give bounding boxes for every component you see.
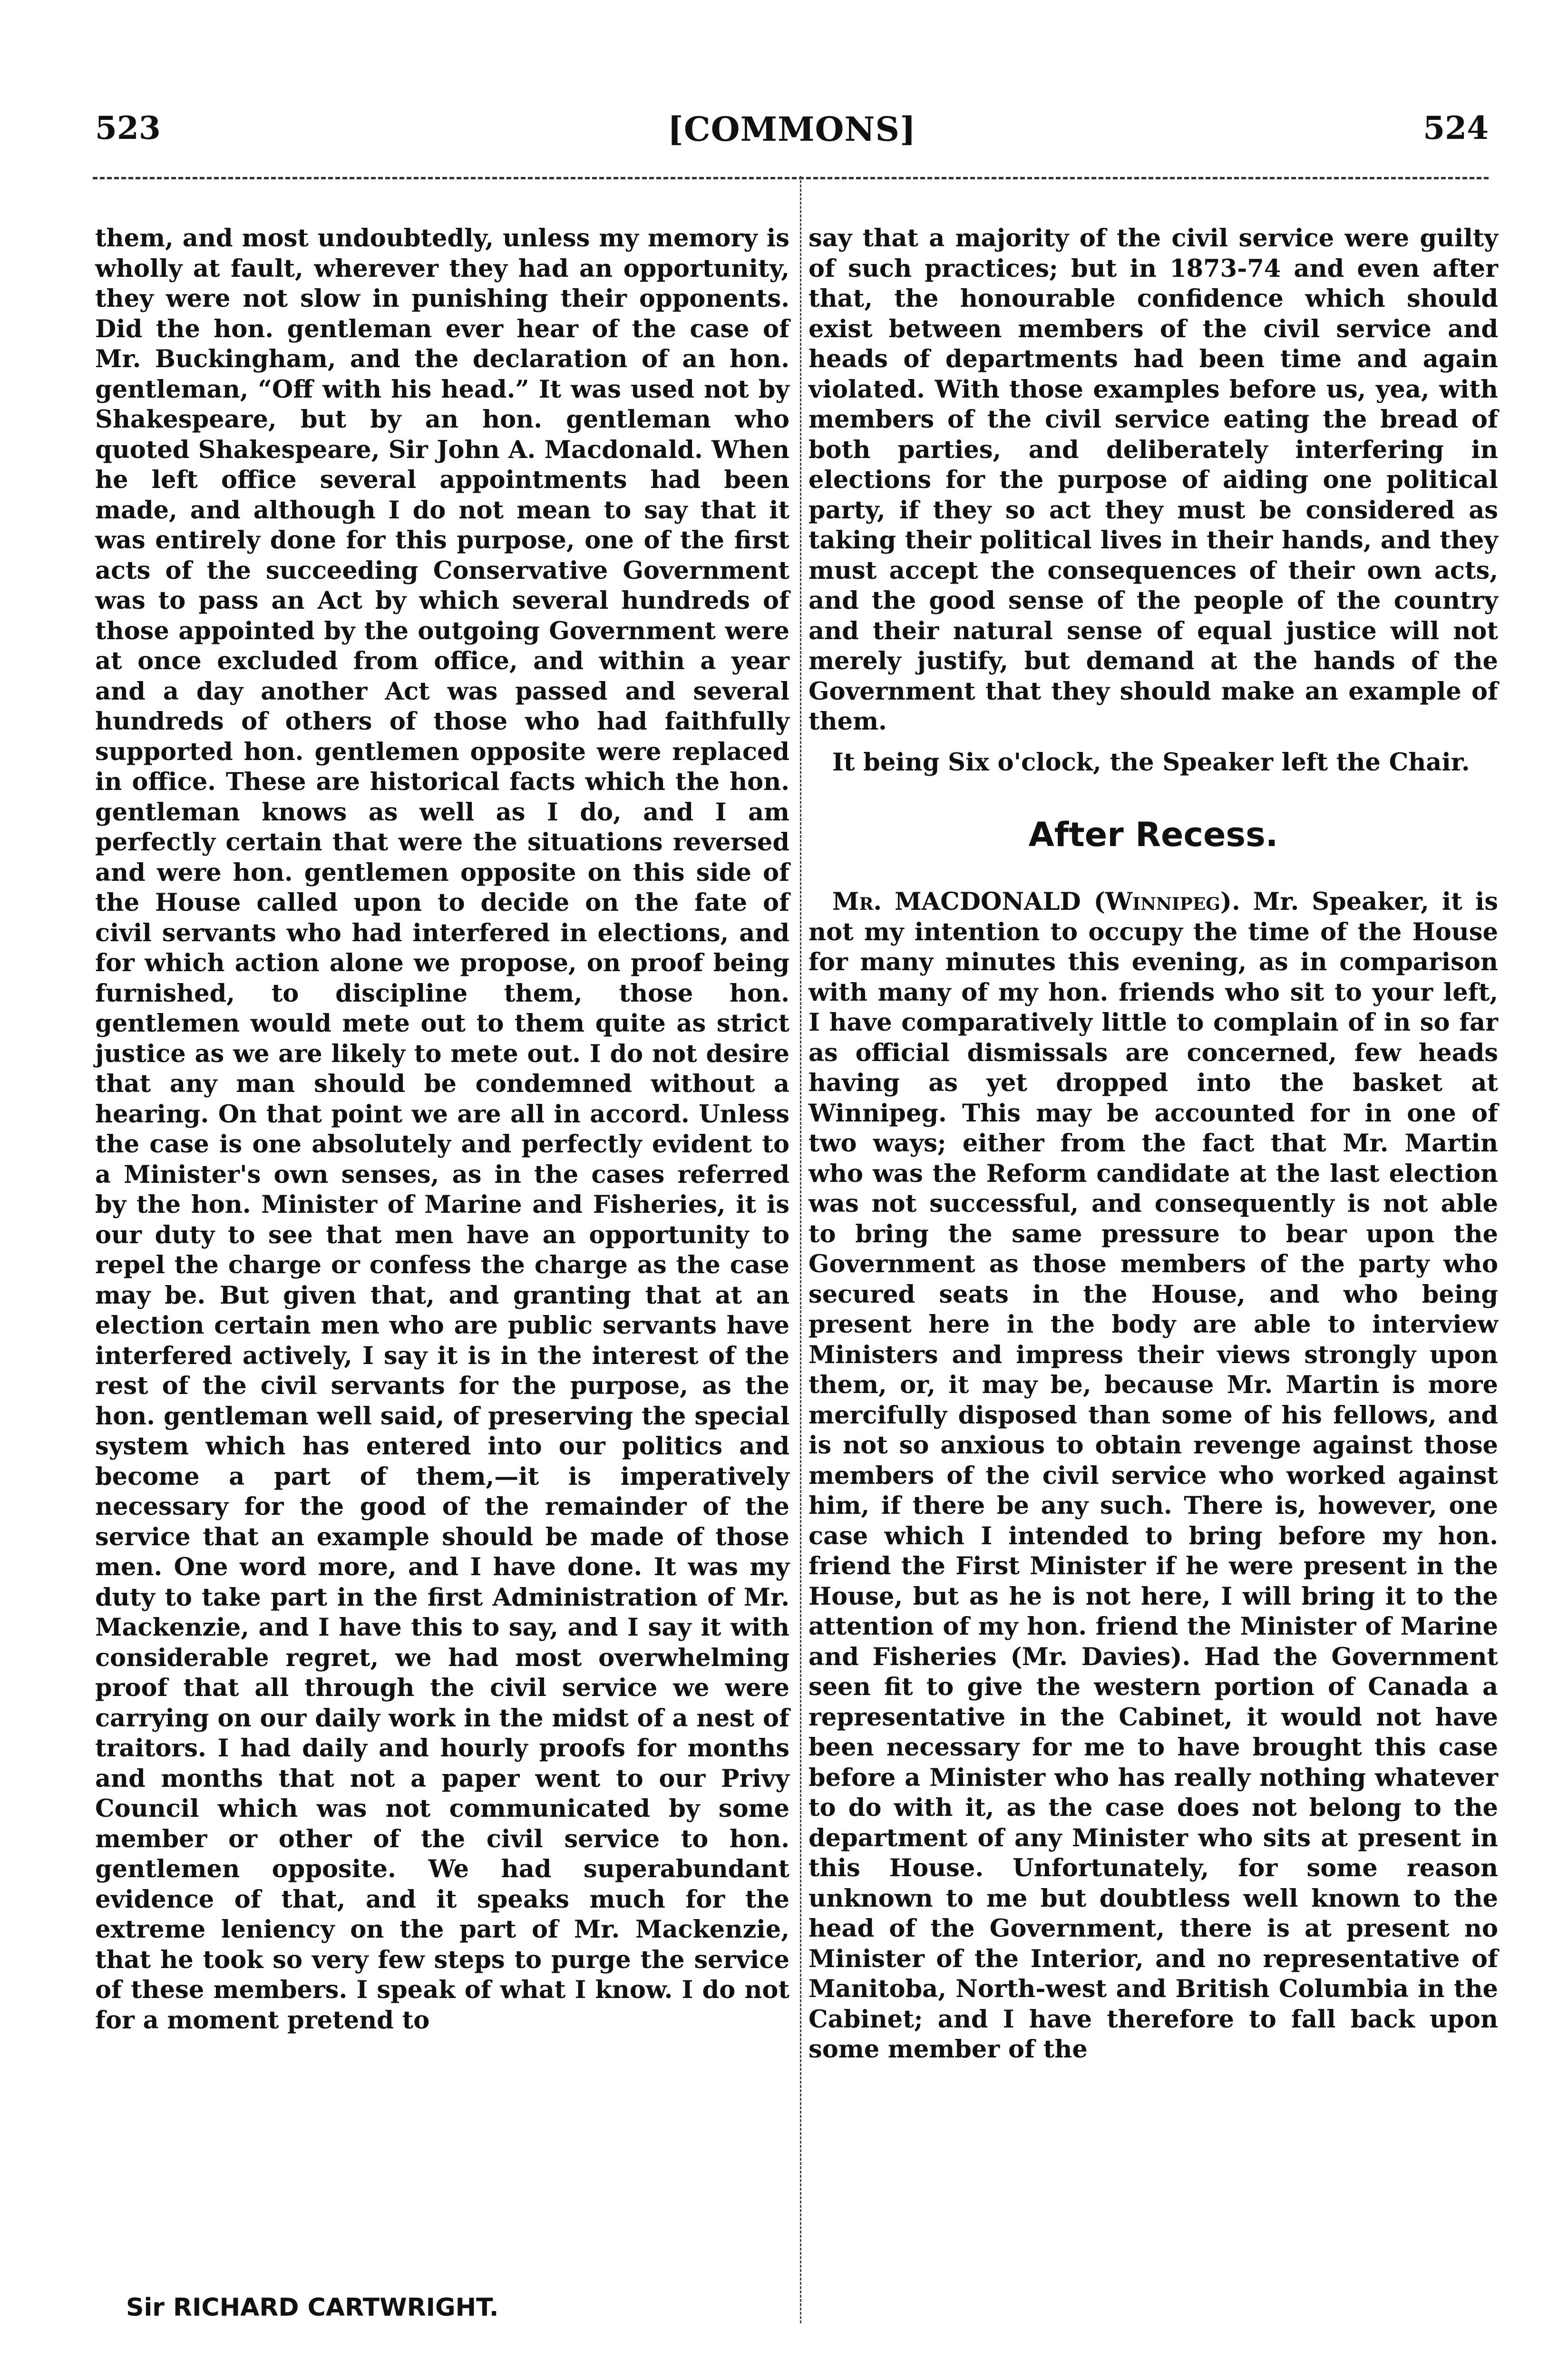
page-number-left: 523: [95, 109, 161, 146]
header-rule: [93, 177, 1489, 179]
running-title: [COMMONS]: [667, 109, 916, 149]
right-paragraph-adjournment: It being Six o'clock, the Speaker left the Chair.: [832, 748, 1470, 777]
right-paragraph-speech: [808, 887, 1498, 2065]
speaker-signature: Sir RICHARD CARTWRIGHT.: [126, 2293, 499, 2322]
page-number-right: 524: [1423, 109, 1489, 146]
speech-text: Mr. Speaker, it is not my intention to occupy the time of the House for many minutes this evening, as in comparison with many of my hon. friends who sit to your left, I have comparatively little to complain of in so far as official dismissals are concerned, few heads having as yet dropped into the basket at Winnipeg. This may be accounted for in one of two ways; either from the fact that Mr. Martin who was the Reform candidate at the last election was not successful, and consequently is not able to bring the same pressure to bear upon the Government as those members of the party who secured seats in the House, and who being present here in the body are able to interview Ministers and impress their views strongly upon them, or, it may be, because Mr. Martin is more mercifully disposed than some of his fellows, and is not so anxious to obtain revenge against those members of the civil service who worked against him, if there be any such. There is, however, one case which I intended to bring before my hon. friend the First Minister if he were present in the House, but as he is not here, I will bring it to the attention of my hon. friend the Minister of Marine and Fisheries (Mr. Davies). Had the Government seen fit to give the western portion of Canada a representative in the Cabinet, it would not have been necessary for me to have brought this case before a Minister who has really nothing whatever to do with it, as the case does not belong to the department of any Minister who sits at present in this House. Unfortunately, for some reason unknown to me but doubtless well known to the head of the Government, there is at present no Minister of the Interior, and no representative of Manitoba, North-west and British Columbia in the Cabinet; and I have therefore to fall back upon some member of the: [808, 887, 1498, 2064]
left-column: [95, 224, 789, 2036]
left-paragraph: them, and most undoubtedly, unless my memory is wholly at fault, wherever they had an opportunity, they were not slow in punishing their opponents. Did the hon. gentleman ever hear of the case of Mr. Buckingham, and the declaration of an hon. gentleman, “Off with his head.” It was used not by Shakespeare, but by an hon. gentleman who quoted Shakespeare, Sir John A. Macdonald. When he left office several appointments had been made, and although I do not mean to say that it was entirely done for this purpose, one of the first acts of the succeeding Conservative Government was to pass an Act by which several hundreds of those appointed by the outgoing Government were at once excluded from office, and within a year and a day another Act was passed and several hundreds of others of those who had faithfully supported hon. gentlemen opposite were replaced in office. These are historical facts which the hon. gentleman knows as well as I do, and I am perfectly certain that were the situations reversed and were hon. gentlemen opposite on this side of the House called upon to decide on the fate of civil servants who had interfered in elections, and for which action alone we propose, on proof being furnished, to discipline them, those hon. gentlemen would mete out to them quite as strict justice as we are likely to mete out. I do not desire that any man should be condemned without a hearing. On that point we are all in accord. Unless the case is one absolutely and perfectly evident to a Minister's own senses, as in the cases referred by the hon. Minister of Marine and Fisheries, it is our duty to see that men have an opportunity to repel the charge or confess the charge as the case may be. But given that, and granting that at an election certain men who are public servants have interfered actively, I say it is in the interest of the rest of the civil servants for the purpose, as the hon. gentleman well said, of preserving the special system which has entered into our politics and become a part of them,—it is imperatively necessary for the good of the remainder of the service that an example should be made of those men. One word more, and I have done. It was my duty to take part in the first Administration of Mr. Mackenzie, and I have this to say, and I say it with considerable regret, we had most overwhelming proof that all through the civil service we were carrying on our daily work in the midst of a nest of traitors. I had daily and hourly proofs for months and months that not a paper went to our Privy Council which was not communicated by some member or other of the civil service to hon. gentlemen opposite. We had superabundant evidence of that, and it speaks much for the extreme leniency on the part of Mr. Mackenzie, that he took so very few steps to purge the service of these members. I speak of what I know. I do not for a moment pretend to: [95, 224, 789, 2035]
right-paragraph-continuation: say that a majority of the civil service were guilty of such practices; but in 1873-74 and even after that, the honourable confidence which should exist between members of the civil service and heads of departments had been time and again violated. With those examples before us, yea, with members of the civil service eating the bread of both parties, and deliberately interfering in elections for the purpose of aiding one political party, if they so act they must be considered as taking their political lives in their hands, and they must accept the consequences of their own acts, and the good sense of the people of the country and their natural sense of equal justice will not merely justify, but demand at the hands of the Government that they should make an example of them.: [808, 224, 1498, 736]
column-divider: [800, 176, 801, 2323]
section-heading-after-recess: After Recess.: [1028, 815, 1278, 854]
right-column: [808, 224, 1498, 2065]
page-header: [95, 109, 1489, 162]
speaker-name: Mr. MACDONALD (Winnipeg).: [832, 887, 1240, 916]
